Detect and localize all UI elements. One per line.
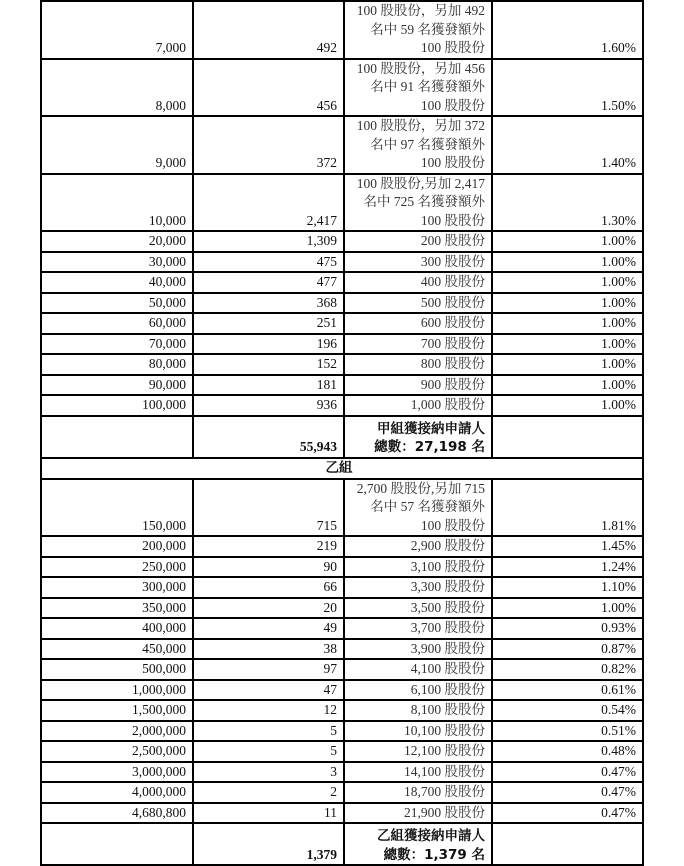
valid-applications-cell: 477 (193, 272, 344, 293)
percentage-cell: 1.00% (492, 598, 643, 619)
table-row (41, 479, 643, 537)
shares-applied-cell: 70,000 (41, 334, 193, 355)
shares-applied-cell: 50,000 (41, 293, 193, 314)
percentage-cell: 1.00% (492, 293, 643, 314)
valid-applications-cell: 219 (193, 536, 344, 557)
percentage-cell: 0.48% (492, 741, 643, 762)
percentage-cell: 0.87% (492, 639, 643, 660)
table-row (41, 782, 643, 803)
shares-applied-cell: 40,000 (41, 272, 193, 293)
percentage-cell: 1.00% (492, 354, 643, 375)
shares-applied-cell: 3,000,000 (41, 762, 193, 783)
basis-line: 名中 57 名獲發額外 (370, 499, 485, 514)
allocation-basis-cell: 10,100 股股份 (344, 721, 492, 742)
valid-applications-cell: 2 (193, 782, 344, 803)
table-row (41, 174, 643, 232)
shares-applied-cell: 10,000 (41, 174, 193, 232)
percentage-cell: 0.93% (492, 618, 643, 639)
table-row (41, 741, 643, 762)
table-row (41, 375, 643, 396)
valid-applications-cell: 492 (193, 1, 344, 59)
allocation-basis-cell: 4,100 股股份 (344, 659, 492, 680)
percentage-cell: 1.00% (492, 395, 643, 416)
summary-line: 乙組獲接納申請人 (377, 828, 485, 844)
shares-applied-cell: 500,000 (41, 659, 193, 680)
table-row (41, 116, 643, 174)
allocation-basis-cell: 900 股股份 (344, 375, 492, 396)
table-row (41, 293, 643, 314)
group-a-total-row (41, 416, 643, 458)
basis-line: 100 股股份，另加 456 (356, 60, 485, 76)
allocation-basis-cell: 21,900 股股份 (344, 803, 492, 824)
allocation-basis-cell: 3,300 股股份 (344, 577, 492, 598)
allocation-basis-cell: 3,100 股股份 (344, 557, 492, 578)
valid-applications-cell: 5 (193, 741, 344, 762)
percentage-cell: 1.00% (492, 231, 643, 252)
group-b-total-row (41, 823, 643, 865)
percentage-cell: 1.81% (492, 479, 643, 537)
valid-applications-cell: 152 (193, 354, 344, 375)
empty-cell (492, 823, 643, 865)
basis-line: 100 股股份,另加 2,417 (356, 175, 485, 191)
table-row (41, 354, 643, 375)
basis-line: 100 股股份 (420, 155, 485, 170)
basis-line: 名中 59 名獲發額外 (370, 21, 485, 37)
allocation-basis-cell: 600 股股份 (344, 313, 492, 334)
percentage-cell: 0.47% (492, 782, 643, 803)
valid-applications-cell: 20 (193, 598, 344, 619)
shares-applied-cell: 8,000 (41, 59, 193, 117)
allocation-basis-cell (344, 479, 492, 537)
valid-applications-cell: 251 (193, 313, 344, 334)
table-row (41, 59, 643, 117)
empty-cell (492, 416, 643, 458)
shares-applied-cell: 9,000 (41, 116, 193, 174)
allocation-basis-cell (344, 174, 492, 232)
table-row (41, 395, 643, 416)
allocation-basis-cell: 700 股股份 (344, 334, 492, 355)
valid-applications-cell: 49 (193, 618, 344, 639)
table-row (41, 577, 643, 598)
table-row (41, 557, 643, 578)
table-row (41, 334, 643, 355)
basis-line: 2,700 股股份,另加 715 (356, 480, 485, 496)
shares-applied-cell: 100,000 (41, 395, 193, 416)
allocation-basis-cell: 3,900 股股份 (344, 639, 492, 660)
allocation-table-body (41, 1, 643, 865)
allocation-basis-cell: 8,100 股股份 (344, 700, 492, 721)
valid-applications-cell: 11 (193, 803, 344, 824)
basis-line: 100 股股份 (420, 97, 485, 113)
valid-applications-cell: 5 (193, 721, 344, 742)
valid-applications-cell: 475 (193, 252, 344, 273)
valid-applications-cell: 715 (193, 479, 344, 537)
summary-line: 總數：1,379 名 (383, 846, 485, 863)
valid-applications-cell: 97 (193, 659, 344, 680)
percentage-cell: 1.45% (492, 536, 643, 557)
shares-applied-cell: 150,000 (41, 479, 193, 537)
table-row (41, 680, 643, 701)
table-row (41, 762, 643, 783)
valid-applications-cell: 47 (193, 680, 344, 701)
valid-applications-cell: 368 (193, 293, 344, 314)
empty-cell (41, 416, 193, 458)
percentage-cell: 1.40% (492, 116, 643, 174)
basis-line: 名中 97 名獲發額外 (370, 136, 485, 152)
valid-applications-cell: 181 (193, 375, 344, 396)
summary-line: 甲組獲接納申請人 (377, 420, 485, 437)
allocation-basis-cell: 6,100 股股份 (344, 680, 492, 701)
valid-applications-cell: 456 (193, 59, 344, 117)
percentage-cell: 0.47% (492, 762, 643, 783)
allocation-table (40, 0, 644, 866)
valid-applications-cell: 90 (193, 557, 344, 578)
percentage-cell: 1.24% (492, 557, 643, 578)
allocation-basis-cell: 3,700 股股份 (344, 618, 492, 639)
percentage-cell: 1.10% (492, 577, 643, 598)
percentage-cell: 1.50% (492, 59, 643, 117)
allocation-basis-cell: 18,700 股股份 (344, 782, 492, 803)
shares-applied-cell: 60,000 (41, 313, 193, 334)
percentage-cell: 0.54% (492, 700, 643, 721)
empty-cell (41, 823, 193, 865)
valid-applications-cell: 38 (193, 639, 344, 660)
valid-applications-cell: 66 (193, 577, 344, 598)
basis-line: 100 股股份，另加 492 (356, 3, 485, 18)
valid-applications-cell: 936 (193, 395, 344, 416)
allocation-basis-cell: 200 股股份 (344, 231, 492, 252)
table-row (41, 536, 643, 557)
cut-off-paragraph (48, 834, 638, 842)
shares-applied-cell: 200,000 (41, 536, 193, 557)
shares-applied-cell: 350,000 (41, 598, 193, 619)
valid-applications-cell: 372 (193, 116, 344, 174)
basis-line: 名中 91 名獲發額外 (370, 79, 485, 94)
allocation-basis-cell: 1,000 股股份 (344, 395, 492, 416)
allocation-basis-cell (344, 59, 492, 117)
table-row (41, 700, 643, 721)
group-b-total-applications: 1,379 (193, 823, 344, 865)
table-row (41, 313, 643, 334)
group-a-successful-applicants (344, 416, 492, 458)
allocation-basis-cell: 400 股股份 (344, 272, 492, 293)
percentage-cell: 0.61% (492, 680, 643, 701)
group-b-header-row (41, 458, 643, 479)
allocation-basis-cell (344, 1, 492, 59)
shares-applied-cell: 4,680,800 (41, 803, 193, 824)
table-row (41, 721, 643, 742)
percentage-cell: 1.00% (492, 272, 643, 293)
allocation-basis-cell: 500 股股份 (344, 293, 492, 314)
shares-applied-cell: 2,000,000 (41, 721, 193, 742)
summary-line: 總數：27,198 名 (374, 439, 485, 455)
shares-applied-cell: 90,000 (41, 375, 193, 396)
percentage-cell: 0.82% (492, 659, 643, 680)
table-row (41, 598, 643, 619)
table-row (41, 272, 643, 293)
percentage-cell: 1.00% (492, 375, 643, 396)
table-row (41, 803, 643, 824)
table-row (41, 252, 643, 273)
basis-line: 100 股股份 (420, 212, 485, 228)
shares-applied-cell: 300,000 (41, 577, 193, 598)
percentage-cell: 0.51% (492, 721, 643, 742)
allocation-basis-cell: 800 股股份 (344, 354, 492, 375)
shares-applied-cell: 2,500,000 (41, 741, 193, 762)
group-b-successful-applicants (344, 823, 492, 865)
percentage-cell: 1.00% (492, 334, 643, 355)
allocation-basis-cell: 2,900 股股份 (344, 536, 492, 557)
table-row (41, 659, 643, 680)
basis-line: 100 股股份，另加 372 (356, 118, 485, 133)
table-row (41, 231, 643, 252)
allocation-basis-cell (344, 116, 492, 174)
valid-applications-cell: 2,417 (193, 174, 344, 232)
allocation-basis-cell: 3,500 股股份 (344, 598, 492, 619)
valid-applications-cell: 3 (193, 762, 344, 783)
valid-applications-cell: 1,309 (193, 231, 344, 252)
percentage-cell: 1.00% (492, 252, 643, 273)
shares-applied-cell: 7,000 (41, 1, 193, 59)
shares-applied-cell: 4,000,000 (41, 782, 193, 803)
shares-applied-cell: 80,000 (41, 354, 193, 375)
shares-applied-cell: 30,000 (41, 252, 193, 273)
table-row (41, 639, 643, 660)
basis-line: 名中 725 名獲發額外 (363, 194, 485, 209)
shares-applied-cell: 20,000 (41, 231, 193, 252)
percentage-cell: 0.47% (492, 803, 643, 824)
allocation-basis-cell: 12,100 股股份 (344, 741, 492, 762)
shares-applied-cell: 1,500,000 (41, 700, 193, 721)
group-b-heading: 乙組 (41, 458, 643, 479)
shares-applied-cell: 250,000 (41, 557, 193, 578)
shares-applied-cell: 450,000 (41, 639, 193, 660)
basis-line: 100 股股份 (420, 40, 485, 55)
shares-applied-cell: 400,000 (41, 618, 193, 639)
percentage-cell: 1.00% (492, 313, 643, 334)
table-row (41, 618, 643, 639)
allocation-basis-cell: 14,100 股股份 (344, 762, 492, 783)
allocation-basis-cell: 300 股股份 (344, 252, 492, 273)
table-row (41, 1, 643, 59)
group-a-total-applications: 55,943 (193, 416, 344, 458)
basis-line: 100 股股份 (420, 517, 485, 533)
percentage-cell: 1.60% (492, 1, 643, 59)
valid-applications-cell: 196 (193, 334, 344, 355)
valid-applications-cell: 12 (193, 700, 344, 721)
shares-applied-cell: 1,000,000 (41, 680, 193, 701)
percentage-cell: 1.30% (492, 174, 643, 232)
